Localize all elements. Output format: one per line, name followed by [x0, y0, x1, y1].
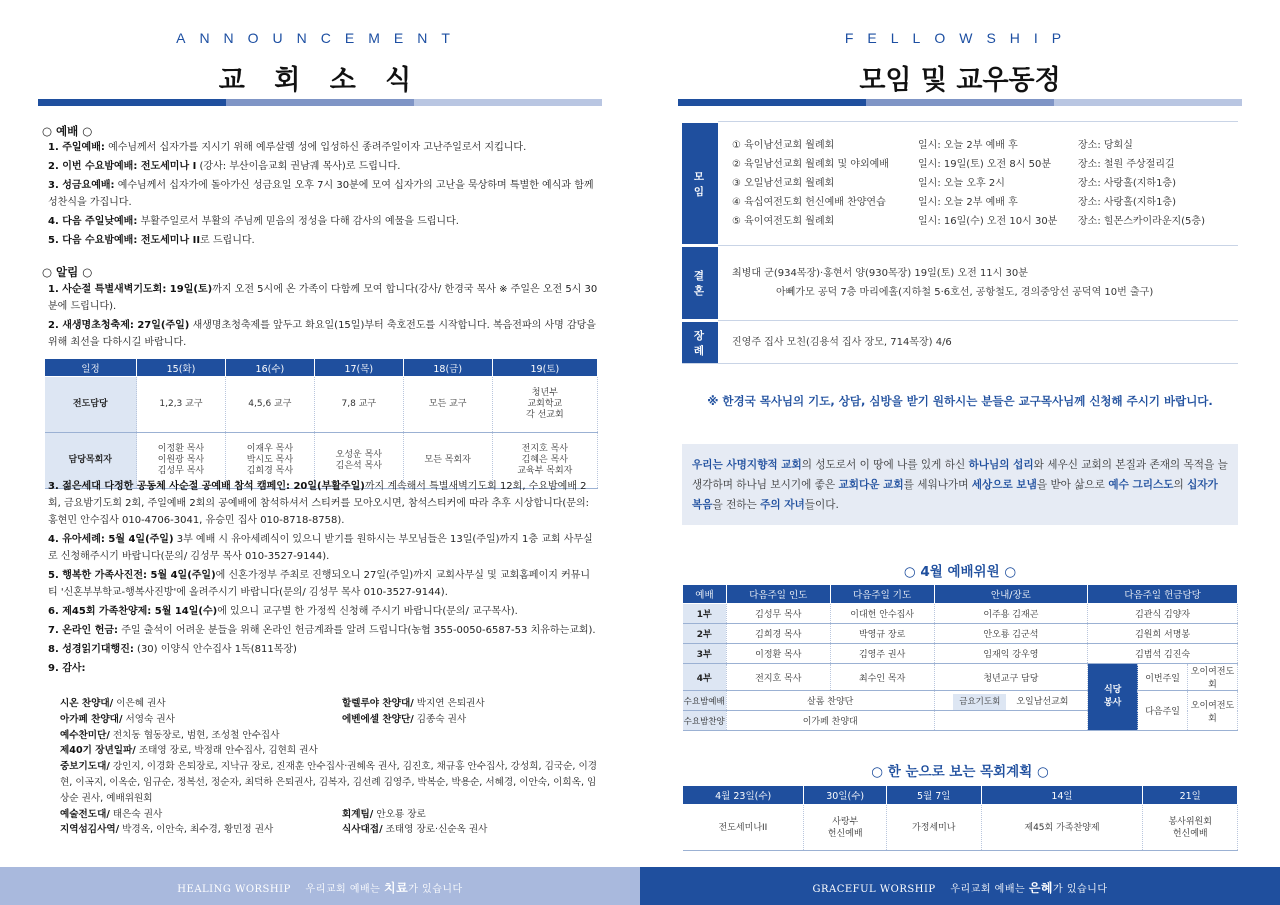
table-cell: 오이여전도회: [1188, 664, 1238, 691]
list-item: [48, 660, 598, 677]
worship-list: [48, 139, 598, 251]
meeting-place: 장소: 사랑홀(지하1층): [1078, 178, 1176, 189]
table-row: [45, 377, 598, 433]
thanks-entry: [342, 696, 600, 712]
funeral-info: 진영주 집사 모친(김용석 집사 장모, 714목장) 4/6: [718, 321, 1238, 364]
table-cell: 가정세미나: [886, 805, 981, 851]
item-heading: 5. 다음 수요밤예배: 전도세미나 II: [48, 235, 201, 246]
footer-post: 가 있습니다: [1053, 884, 1108, 895]
table-row: [683, 624, 1238, 644]
vision-statement: [682, 444, 1238, 525]
list-item: [48, 213, 598, 230]
item-text: 까지 계속해서 특별새벽기도회 12회, 수요밤예배 2회, 금요밤기도회 2회, 주일예배 2회의 공예배에 참석하셔서 스티커를 모아오시면, 참석스티커에 따라 추후 시상합니다(문의: 홍현민 안수집사 010-4706-3041, 유승민 집사 010-8718-8758).: [48, 481, 590, 526]
table-cell: 4,5,6 교구: [225, 377, 314, 433]
thanks-entry: [60, 728, 600, 744]
list-item: [48, 531, 598, 565]
worship-duty-table: [682, 584, 1238, 731]
thanks-names: 이은혜 권사: [113, 698, 166, 709]
column-header: 4월 23일(수): [683, 786, 804, 805]
thanks-entry: [60, 822, 342, 838]
meeting-place: 장소: 철원 주상절리길: [1078, 159, 1175, 170]
meeting-place: 장소: 당회실: [1078, 140, 1133, 151]
column-header: 17(목): [314, 359, 403, 377]
table-cell: 오이여전도회: [1188, 691, 1238, 731]
item-text: 에 있으니 교구별 한 가정씩 신청해 주시기 바랍니다(문의/ 교구목사).: [217, 606, 518, 617]
meeting-place: 장소: 힐몬스카이라운지(5층): [1078, 216, 1205, 227]
right-footer: [640, 867, 1280, 905]
left-footer: [0, 867, 640, 905]
column-header: 다음주일 인도: [726, 585, 830, 604]
meeting-time: 일시: 오늘 2부 예배 후: [918, 140, 1018, 151]
thanks-group: 할렐루야 찬양대/: [342, 698, 414, 709]
fellowship-eyebrow: FELLOWSHIP: [844, 30, 1076, 46]
list-item: [48, 622, 598, 639]
pastoral-plan-table: [682, 785, 1238, 851]
table-cell: 박영규 장로: [830, 624, 934, 644]
footer-em: 은혜: [1028, 881, 1054, 895]
list-item: [48, 317, 598, 351]
announcement-title: 교 회 소 식: [218, 65, 422, 96]
footer-en: HEALING WORSHIP: [177, 884, 291, 895]
thanks-entry: [342, 822, 600, 838]
footer-post: 가 있습니다: [408, 884, 463, 895]
vision-segment: 예수 그리스도: [1108, 479, 1174, 491]
title-rule: [678, 99, 1242, 106]
thanks-names: 전치동 협동장로, 범현, 조성철 안수집사: [109, 729, 280, 741]
thanks-group: 제40기 장년일파/: [60, 745, 136, 757]
thanks-group: 아가페 찬양대/: [60, 713, 123, 725]
thanks-entry: [342, 807, 600, 823]
table-cell: 모든 교구: [403, 377, 492, 433]
thanks-names: 태은숙 권사: [109, 808, 163, 820]
table-cell: 김영주 권사: [830, 644, 934, 664]
thanks-pair: [60, 822, 600, 838]
list-item: [48, 232, 598, 249]
duty-title: ○ 4월 예배위원 ○: [903, 564, 1017, 580]
item-heading: 3. 젊은세대 다정한 공동체 사순절 공예배 참석 캠페인: 20일(부활주일): [48, 481, 365, 492]
vision-segment: 교회다운 교회: [838, 479, 904, 491]
meeting-time: 일시: 19일(토) 오전 8시 50분: [918, 159, 1051, 170]
thanks-group: 지역섬김사역/: [60, 824, 120, 836]
table-cell: 봉사위원회 헌신예배: [1143, 805, 1238, 851]
column-header: 19(토): [492, 359, 597, 377]
item-text: 예수님께서 십자가에 돌아가신 성금요일 오후 7시 30분에 모여 십자가의 고난을 묵상하며 특별한 예식과 함께 성찬식을 가집니다.: [48, 180, 594, 208]
thanks-names: 박경옥, 이안숙, 최수경, 황민정 권사: [119, 824, 274, 836]
column-header: 안내/장로: [934, 585, 1088, 604]
meeting-label: 모 임: [682, 122, 718, 246]
table-cell: 청년교구 담당: [934, 664, 1088, 691]
wedding-label: 결 혼: [682, 246, 718, 321]
fellowship-page: [640, 0, 1280, 905]
table-cell: 이가페 찬양대: [726, 711, 934, 731]
thanks-group: 예수찬미단/: [60, 729, 110, 741]
fellowship-table: [682, 120, 1238, 364]
item-heading: 1. 사순절 특별새벽기도회: 19일(토): [48, 284, 213, 295]
vision-segment: 사명지향적 교회: [726, 459, 802, 471]
thanks-group: 시온 찬양대/: [60, 698, 114, 709]
list-item: [48, 567, 598, 601]
table-cell: 살롬 찬양단: [726, 691, 934, 711]
item-text: 예수님께서 십자가를 지시기 위해 예루살렘 성에 입성하신 종려주일이자 고난주일로서 지킵니다.: [104, 142, 527, 153]
table-cell: 이대헌 안수집사: [830, 604, 934, 624]
thanks-list: [60, 696, 600, 838]
item-text: 3부 예배 시 유아세례식이 있으니 받기를 원하시는 부모님들은 13일(주일)까지 1층 교회 사무실로 신청해주시기 바랍니다(문의/ 김성무 목사 010-3527-9144).: [48, 534, 593, 562]
pastor-notice: ※ 한경국 목사님의 기도, 상담, 심방을 받기 원하시는 분들은 교구목사님께 신청해 주시기 바랍니다.: [707, 394, 1213, 408]
footer-pre: 우리교회 예배는: [950, 884, 1029, 895]
thanks-names: 조태영 장로, 박정래 안수집사, 김현희 권사: [135, 745, 318, 757]
footer-pre: 우리교회 예배는: [305, 884, 385, 895]
column-header: 21일: [1143, 786, 1238, 805]
vision-segment: 주의 자녀: [760, 499, 805, 511]
column-header: 30일(수): [804, 786, 887, 805]
table-cell: 김성무 목사: [726, 604, 830, 624]
item-heading: 5. 행복한 가족사진전: 5월 4일(주일): [48, 570, 216, 581]
table-cell: 청년부 교회학교 각 선교회: [492, 377, 597, 433]
thanks-entry: [60, 743, 600, 759]
vision-segment: 를 세워나가며: [903, 479, 972, 491]
list-item: [48, 603, 598, 620]
table-cell: 사랑부 헌신예배: [804, 805, 887, 851]
column-header: 14일: [981, 786, 1143, 805]
thanks-names: 박지연 은퇴권사: [413, 698, 485, 709]
meeting-time: 일시: 오늘 오후 2시: [918, 178, 1005, 189]
table-row: [683, 604, 1238, 624]
thanks-group: 중보기도대/: [60, 761, 110, 773]
news-list-b: [48, 478, 598, 679]
fellowship-title: 모임 및 교우동정: [859, 65, 1061, 96]
thanks-names: 안오룡 장로: [373, 808, 426, 820]
vision-segment: 의 성도로서 이 땅에 나를 있게 하신: [801, 459, 969, 471]
item-heading: 4. 유아세례: 5월 4일(주일): [48, 534, 174, 545]
vision-segment: 을 받아 삶으로: [1036, 479, 1109, 491]
table-cell: 이정환 목사: [726, 644, 830, 664]
table-cell: 이번주일: [1138, 664, 1188, 691]
wedding-line-2: 아뻬가모 공덕 7층 마리에홀(지하철 5·6호선, 공항철도, 경의중앙선 공덕역 10번 출구): [776, 287, 1154, 298]
funeral-label: 장 례: [682, 321, 718, 364]
list-item: [48, 177, 598, 211]
table-cell: 이주용 김재곤: [934, 604, 1088, 624]
list-item: [48, 158, 598, 175]
thanks-pair: [60, 696, 600, 712]
thanks-names: 강인지, 이경화 은퇴장로, 지낙규 장로, 진재훈 안수집사·권혜옥 권사, 김진호, 채규홍 안수집사, 강성희, 김국순, 이경현, 이곡지, 이옥순, 임규순, 정복선, 정순자, 최덕하 은퇴권사, 김복자, 김선례 김영주, 박복순, 박용순, 서혜경, 이안숙, 이희옥, 임상순 권사, 예배위원회: [60, 761, 598, 804]
plan-title: ○ 한 눈으로 보는 목회계획 ○: [871, 764, 1049, 780]
thanks-entry: [60, 696, 342, 712]
item-text: 주일 출석이 어려운 분들을 위해 온라인 헌금계좌를 알려 드립니다(농협 355-0050-6587-53 치유하는교회).: [118, 625, 596, 636]
thanks-names: 서영숙 권사: [122, 713, 175, 725]
item-text: 까지 오전 5시에 온 가족이 다함께 모여 합니다(강사/ 한경국 목사 ※ 주일은 오전 5시 30분에 드립니다).: [48, 284, 598, 312]
meeting-list: [718, 122, 1238, 246]
row-header: 4부: [683, 664, 727, 691]
wedding-info: [718, 246, 1238, 321]
vision-segment: 의: [1173, 479, 1188, 491]
meeting-name: ① 육이남선교회 월례회: [732, 140, 835, 151]
table-row: [683, 644, 1238, 664]
table-cell: 최수인 목자: [830, 664, 934, 691]
list-item: [48, 641, 598, 658]
news-section-title: ○ 알림 ○: [42, 265, 93, 279]
item-text: 에 신혼가정부 주최로 진행되오니 27일(주일)까지 교회사무실 및 교회홈페이지 커뮤니티 '신혼부부학교-행복사진방'에 올려주시기 바랍니다(문의/ 김성무 목사 010-3527-9144).: [48, 570, 591, 598]
table-cell: [934, 711, 1088, 731]
item-text: (30) 이양식 안수집사 1독(811목장): [133, 644, 297, 655]
column-header: 예배: [683, 585, 727, 604]
wedding-line-1: 최병대 군(934목장)·홍현서 양(930목장) 19일(토) 오전 11시 30분: [732, 268, 1028, 279]
row-header: 2부: [683, 624, 727, 644]
item-text: 새생명초청축제를 앞두고 화요일(15일)부터 축호전도를 시작합니다. 복음전파의 사명 감당을 위해 최선을 다하시길 바랍니다.: [48, 320, 596, 348]
column-header: 다음주일 헌금담당: [1088, 585, 1238, 604]
vision-segment: 을 전하는: [712, 499, 761, 511]
announcement-eyebrow: ANNOUNCEMENT: [176, 30, 464, 46]
footer-en: GRACEFUL WORSHIP: [812, 884, 936, 895]
row-header: 3부: [683, 644, 727, 664]
table-cell: 제45회 가족찬양제: [981, 805, 1143, 851]
meeting-time: 일시: 오늘 2부 예배 후: [918, 197, 1018, 208]
item-heading: 9. 감사:: [48, 663, 86, 674]
vision-segment: 들이다.: [804, 499, 839, 511]
footer-em: 치료: [384, 881, 409, 895]
left-footer-text: [0, 879, 640, 896]
meeting-name: ② 육일남선교회 월례회 및 야외예배: [732, 159, 889, 170]
fri-label: 금요기도회: [953, 694, 1006, 710]
meeting-row: [732, 155, 1238, 174]
column-header: 일정: [45, 359, 137, 377]
meeting-row: [732, 212, 1238, 231]
table-cell: 이정환 목사 이원광 목사 김성무 목사: [137, 433, 226, 489]
item-heading: 1. 주일예배:: [48, 142, 105, 153]
column-header: 5월 7일: [886, 786, 981, 805]
column-header: 16(수): [225, 359, 314, 377]
item-text: 로 드립니다.: [200, 235, 255, 246]
evangelism-schedule-table: [44, 358, 598, 489]
table-cell: [934, 691, 1088, 711]
table-cell: 전지호 목사 김혜은 목사 교육부 목회자: [492, 433, 597, 489]
column-header: 15(화): [137, 359, 226, 377]
thanks-pair: [60, 712, 600, 728]
vision-segment: 우리는: [692, 459, 727, 471]
meeting-row: [732, 193, 1238, 212]
table-row: [683, 691, 1238, 711]
list-item: [48, 139, 598, 156]
item-heading: 3. 성금요예배:: [48, 180, 115, 191]
table-cell: 1,2,3 교구: [137, 377, 226, 433]
item-heading: 8. 성경읽기대행진:: [48, 644, 134, 655]
table-cell: 임재익 강우영: [934, 644, 1088, 664]
worship-section-title: ○ 예배 ○: [42, 124, 93, 138]
title-rule: [38, 99, 602, 106]
row-header: 수요밤예배: [683, 691, 727, 711]
table-cell: 김관식 김양자: [1088, 604, 1238, 624]
list-item: [48, 478, 598, 529]
table-row: [683, 664, 1238, 691]
thanks-names: 김종숙 권사: [413, 713, 467, 725]
table-cell: 전지호 목사: [726, 664, 830, 691]
meeting-name: ③ 오일남선교회 월례회: [732, 178, 835, 189]
meeting-name: ⑤ 육이여전도회 월례회: [732, 216, 835, 227]
vision-segment: 세상으로 보냄: [971, 479, 1037, 491]
table-cell: 김원희 서명봉: [1088, 624, 1238, 644]
column-header: 다음주일 기도: [830, 585, 934, 604]
item-heading: 2. 이번 수요밤예배: 전도세미나 I: [48, 161, 197, 172]
vision-segment: 와 세우신 교회의 본질과 존재의 목적을 늘 생각하며 하나님 보시기에 좋은: [692, 459, 1228, 491]
table-cell: 다음주일: [1138, 691, 1188, 731]
meeting-place: 장소: 사랑홀(지하1층): [1078, 197, 1176, 208]
thanks-group: 예술전도대/: [60, 808, 110, 820]
item-text: 부활주일로서 부활의 주님께 믿음의 정성을 다해 감사의 예물을 드립니다.: [137, 216, 459, 227]
list-item: [48, 281, 598, 315]
meeting-time: 일시: 16일(수) 오전 10시 30분: [918, 216, 1058, 227]
meeting-name: ④ 육십여전도회 헌신예배 찬양연습: [732, 197, 886, 208]
thanks-pair: [60, 807, 600, 823]
table-cell: 모든 목회자: [403, 433, 492, 489]
thanks-entry: [60, 759, 600, 806]
thanks-entry: [342, 712, 600, 728]
row-header: 담당목회자: [45, 433, 137, 489]
meeting-row: [732, 136, 1238, 155]
table-cell: 안오룡 김군석: [934, 624, 1088, 644]
item-text: (강사: 부산이음교회 권남궤 목사)로 드립니다.: [196, 161, 401, 172]
fri-value: 오일남선교회: [1016, 697, 1069, 707]
thanks-group: 회계팀/: [342, 808, 374, 820]
table-cell: 전도세미나II: [683, 805, 804, 851]
table-cell: 이재우 목사 박시도 목사 김희경 목사: [225, 433, 314, 489]
item-heading: 2. 새생명초청축제: 27일(주일): [48, 320, 190, 331]
row-header: 수요밤찬양: [683, 711, 727, 731]
thanks-entry: [60, 807, 342, 823]
thanks-entry: [60, 712, 342, 728]
news-list-a: [48, 281, 598, 353]
table-cell: 오성운 목사 김은석 목사: [314, 433, 403, 489]
meeting-row: [732, 174, 1238, 193]
meal-label: 식당 봉사: [1088, 664, 1138, 731]
table-cell: 김범석 김진숙: [1088, 644, 1238, 664]
thanks-group: 에벤에셀 찬양단/: [342, 713, 414, 725]
column-header: 18(금): [403, 359, 492, 377]
vision-segment: 하나님의 섭리: [968, 459, 1034, 471]
item-heading: 4. 다음 주일낮예배:: [48, 216, 138, 227]
row-header: 전도담당: [45, 377, 137, 433]
item-heading: 6. 제45회 가족찬양제: 5월 14일(수): [48, 606, 218, 617]
right-footer-text: [640, 879, 1280, 896]
row-header: 1부: [683, 604, 727, 624]
item-heading: 7. 온라인 헌금:: [48, 625, 119, 636]
thanks-names: 조태영 장로·신순옥 권사: [382, 824, 488, 836]
table-cell: 7,8 교구: [314, 377, 403, 433]
thanks-group: 식사대접/: [342, 824, 383, 836]
table-cell: 김희경 목사: [726, 624, 830, 644]
vision-segment: 십자가 복음: [692, 479, 1218, 511]
